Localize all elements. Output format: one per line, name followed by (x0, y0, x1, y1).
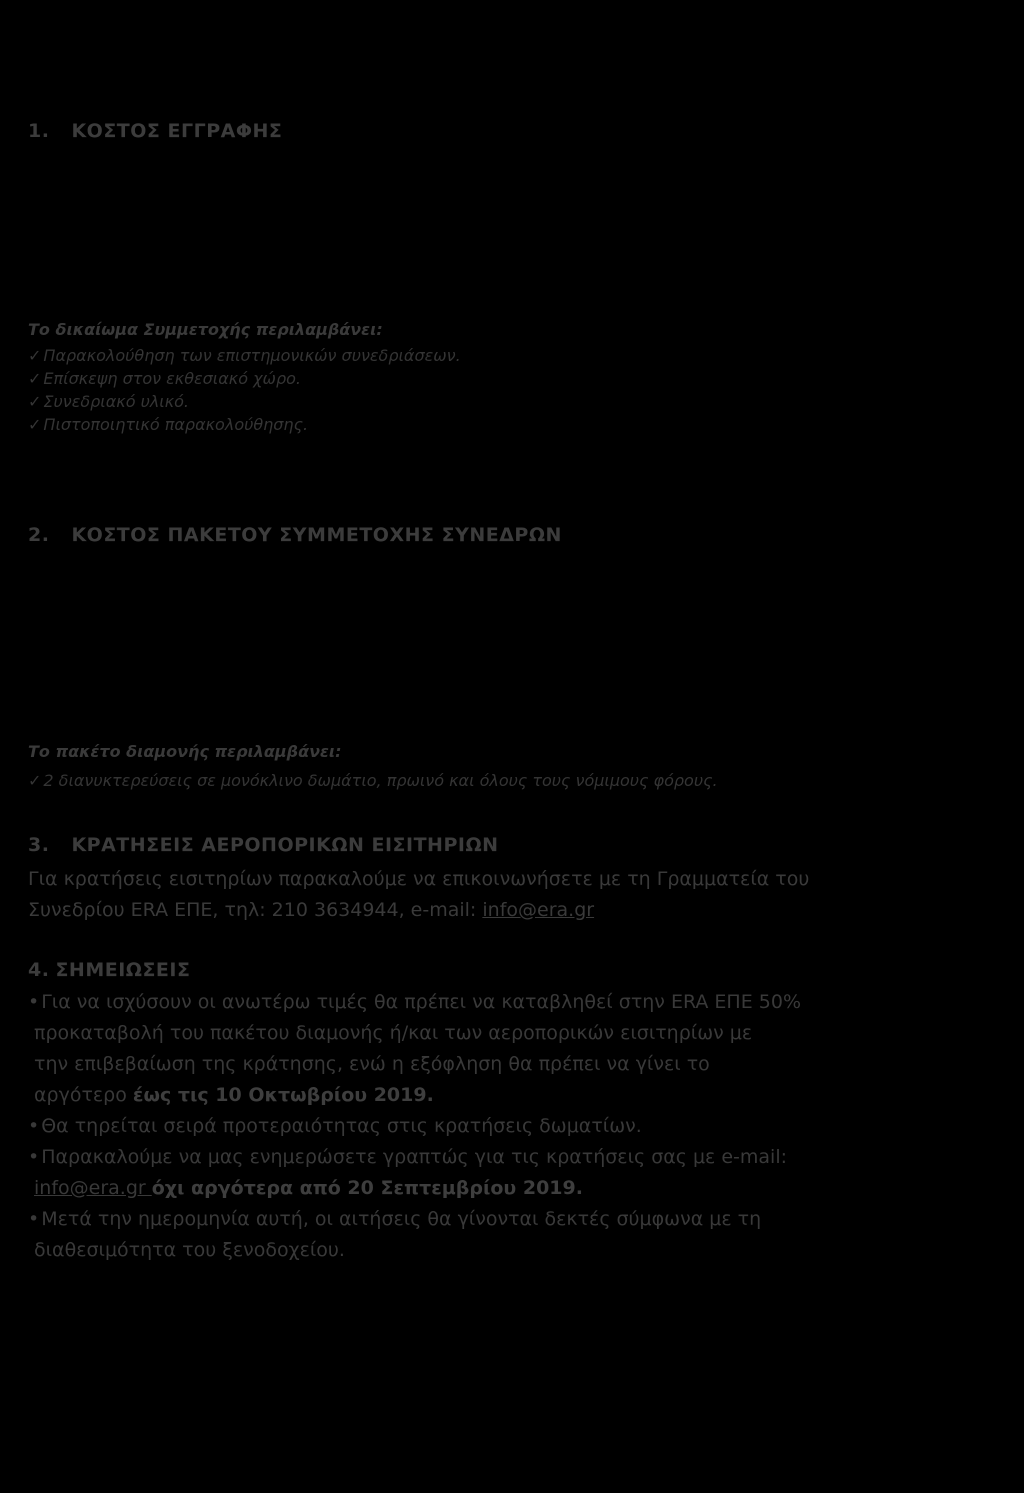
section2-includes-title: Το πακέτο διαμονής περιλαμβάνει: (28, 742, 342, 761)
checkmark-icon: ✓ (28, 346, 42, 365)
section3-line1: Για κρατήσεις εισιτηρίων παρακαλούμε να επικοινωνήσετε με τη Γραμματεία του (28, 868, 810, 890)
bullet-icon: • (28, 991, 40, 1013)
section3-text (28, 864, 809, 926)
note-item (28, 987, 801, 1018)
checkmark-icon: ✓ (28, 392, 42, 411)
section1-includes-title: Το δικαίωμα Συμμετοχής περιλαμβάνει: (28, 320, 383, 339)
bullet-icon: • (28, 1208, 40, 1230)
note3-line2 (28, 1173, 801, 1204)
section1-heading (28, 120, 282, 142)
checkmark-icon: ✓ (28, 415, 42, 434)
note1-line2: προκαταβολή του πακέτου διαμονής ή/και των αεροπορικών εισιτηρίων με (34, 1022, 753, 1044)
section1-list (28, 344, 461, 436)
section3-contact: Συνεδρίου ERA ΕΠΕ, τηλ: 210 3634944, e-mail: (28, 899, 483, 921)
section3-line2 (28, 895, 809, 926)
note1-line1: Για να ισχύσουν οι ανωτέρω τιμές θα πρέπει να καταβληθεί στην ERA ΕΠΕ 50% (41, 991, 801, 1013)
section2-heading (28, 524, 562, 546)
note-item (28, 1204, 801, 1235)
list-item (28, 413, 461, 436)
note-item (28, 1142, 801, 1173)
note1-line4 (28, 1080, 801, 1111)
email-link[interactable]: info@era.gr (34, 1177, 152, 1199)
note1-line3: την επιβεβαίωση της κράτησης, ενώ η εξόφληση θα πρέπει να γίνει το (34, 1053, 710, 1075)
section2-number: 2. (28, 524, 50, 546)
bullet-icon: • (28, 1146, 40, 1168)
checkmark-icon: ✓ (28, 369, 42, 388)
section1-number: 1. (28, 120, 50, 142)
list-item-text: Συνεδριακό υλικό. (43, 392, 190, 411)
section4-title: ΣΗΜΕΙΩΣΕΙΣ (55, 959, 191, 981)
section3-title: ΚΡΑΤΗΣΕΙΣ ΑΕΡΟΠΟΡΙΚΩΝ ΕΙΣΙΤΗΡΙΩΝ (71, 834, 499, 856)
section4-notes (28, 987, 801, 1266)
section3-heading (28, 834, 499, 856)
list-item (28, 344, 461, 367)
list-item-text: Παρακολούθηση των επιστημονικών συνεδριάσεων. (43, 346, 461, 365)
note1-deadline: έως τις 10 Οκτωβρίου 2019. (132, 1084, 434, 1106)
note3-line1: Παρακαλούμε να μας ενημερώσετε γραπτώς για τις κρατήσεις σας με e-mail: (41, 1146, 788, 1168)
note2-text: Θα τηρείται σειρά προτεραιότητας στις κρατήσεις δωματίων. (41, 1115, 642, 1137)
section3-number: 3. (28, 834, 50, 856)
list-item-text: Επίσκεψη στον εκθεσιακό χώρο. (43, 369, 301, 388)
list-item-text: Πιστοποιητικό παρακολούθησης. (43, 415, 309, 434)
note4-line1: Μετά την ημερομηνία αυτή, οι αιτήσεις θα γίνονται δεκτές σύμφωνα με τη (41, 1208, 762, 1230)
list-item (28, 367, 461, 390)
section1-title: ΚΟΣΤΟΣ ΕΓΓΡΑΦΗΣ (71, 120, 283, 142)
note-item (28, 1111, 801, 1142)
section2-title: ΚΟΣΤΟΣ ΠΑΚΕΤΟΥ ΣΥΜΜΕΤΟΧΗΣ ΣΥΝΕΔΡΩΝ (71, 524, 562, 546)
email-link[interactable]: info@era.gr (482, 899, 595, 921)
section4-heading (28, 959, 190, 981)
section4-number: 4. (28, 959, 50, 981)
note4-line2: διαθεσιμότητα του ξενοδοχείου. (34, 1239, 345, 1261)
list-item (28, 390, 461, 413)
note3-deadline: όχι αργότερα από 20 Σεπτεμβρίου 2019. (151, 1177, 583, 1199)
checkmark-icon: ✓ (28, 771, 42, 790)
list-item (28, 769, 718, 792)
section2-list (28, 769, 718, 792)
bullet-icon: • (28, 1115, 40, 1137)
list-item-text: 2 διανυκτερεύσεις σε μονόκλινο δωμάτιο, πρωινό και όλους τους νόμιμους φόρους. (43, 771, 718, 790)
note1-line4-prefix: αργότερο (34, 1084, 133, 1106)
